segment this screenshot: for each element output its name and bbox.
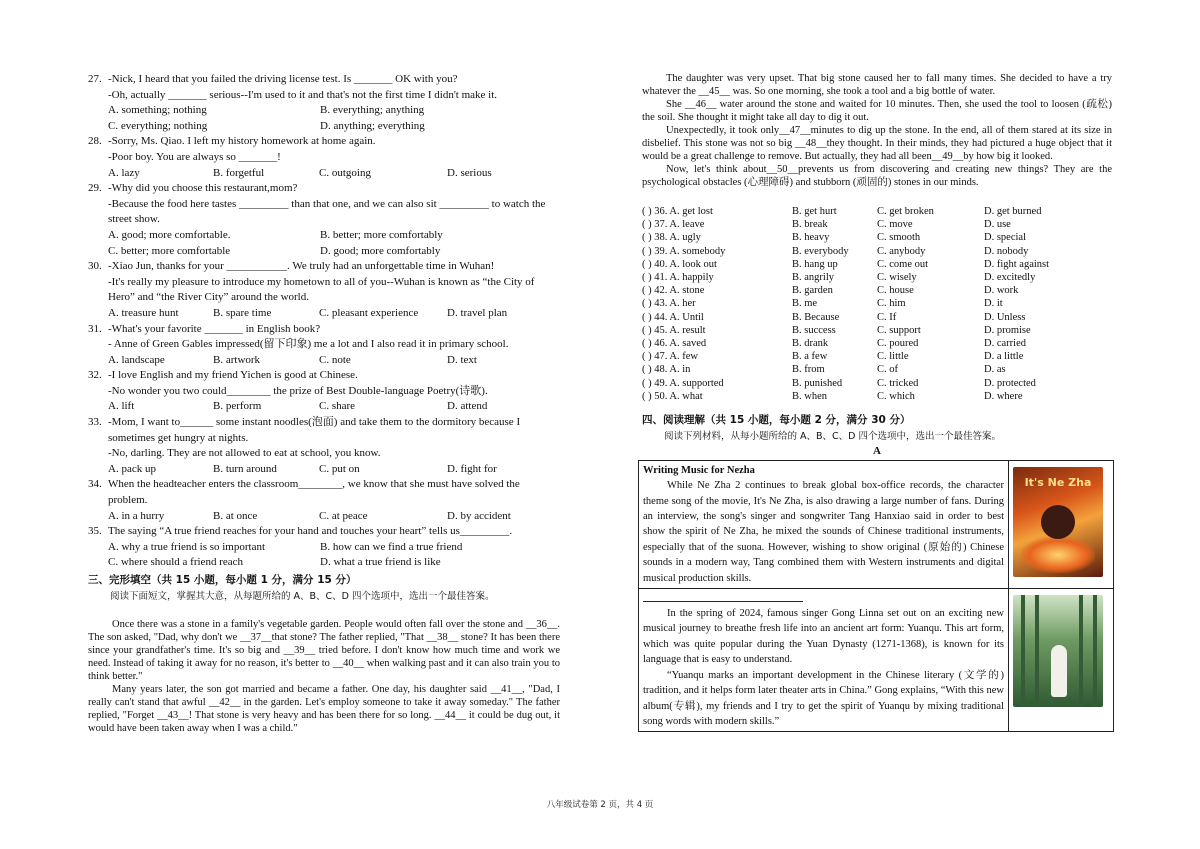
cloze-option: ( ) 41. A. happily: [642, 272, 714, 284]
box2-text-cell: [639, 589, 1009, 732]
cloze-option-row: [642, 297, 1112, 310]
cloze-option: C. wisely: [877, 272, 917, 284]
cloze-option: D. nobody: [984, 245, 1029, 257]
cloze-option: B. when: [792, 390, 827, 402]
section4-instruction: 阅读下列材料，从每小题所给的 A、B、C、D 四个选项中，选出一个最佳答案。: [664, 430, 1002, 442]
cloze-option: C. move: [877, 219, 913, 231]
cloze-option: ( ) 40. A. look out: [642, 258, 717, 270]
cloze-option: C. get broken: [877, 206, 934, 217]
passage-paragraph: Once there was a stone in a family's vegetable garden. People would often fall over the stone and __36__. The son asked, "Dad, why don't we __37__that stone? The father replied, "That __38__ stone? It has been there since your grandfather's time. It's so big and __39__ tried before. I don't know how much time and work we need. Instead of taking it away for no reason, it's better to __40__ when walking past and it can also train you to think better.": [88, 619, 560, 683]
answer-option: A. good; more comfortable.: [108, 228, 231, 241]
answer-options: [108, 540, 560, 571]
answer-option: D. attend: [447, 400, 488, 413]
section3-instruction: 阅读下面短文，掌握其大意，从每题所给的 A、B、C、D 四个选项中，选出一个最佳答案。: [110, 590, 495, 602]
answer-option: B. spare time: [213, 306, 272, 319]
cloze-option: D. promise: [984, 324, 1031, 336]
cloze-option: B. everybody: [792, 245, 849, 257]
question-line: -It's really my pleasure to introduce my hometown to all of you--Wuhan is known as “the City of Hero” and “the River City” around the world.: [108, 275, 535, 304]
cloze-option: C. smooth: [877, 232, 921, 244]
question-number: 35.: [88, 525, 102, 538]
question-number: 29.: [88, 182, 102, 195]
question-number: 28.: [88, 135, 102, 148]
cloze-option: ( ) 45. A. result: [642, 324, 706, 336]
answer-option: B. everything; anything: [320, 104, 425, 117]
answer-option: D. fight for: [447, 462, 497, 475]
question-number: 33.: [88, 416, 102, 429]
cloze-option-row: [642, 231, 1112, 244]
cloze-option: D. get burned: [984, 206, 1042, 217]
nezha-poster-image: [1013, 467, 1103, 577]
answer-option: A. lazy: [108, 166, 140, 179]
answer-option: B. artwork: [213, 353, 261, 366]
cloze-option: ( ) 46. A. saved: [642, 338, 707, 350]
right-column: [642, 72, 1112, 732]
answer-option: A. lift: [108, 400, 135, 413]
question-number: 32.: [88, 369, 102, 382]
cloze-option: ( ) 37. A. leave: [642, 219, 705, 231]
answer-options: [108, 399, 560, 415]
question-line: -Mom, I want to______ some instant noodles(泡面) and take them to the dormitory because I sometimes get hungry at nights.: [108, 416, 521, 444]
question-line: -No, darling. They are not allowed to eat at school, you know.: [108, 447, 381, 460]
box1-title: Writing Music for Nezha: [643, 464, 755, 476]
singer-figure: [1051, 645, 1067, 697]
cloze-option-row: [642, 390, 1112, 403]
answer-option: A. why a true friend is so important: [108, 540, 266, 553]
answer-option: C. everything; nothing: [108, 119, 208, 132]
answer-option: C. pleasant experience: [319, 306, 419, 319]
cloze-option: C. little: [877, 351, 909, 363]
answer-option: A. something; nothing: [108, 104, 207, 117]
cloze-option-row: [642, 205, 1112, 218]
cloze-option-row: [642, 258, 1112, 271]
cloze-passage-left: [88, 618, 560, 735]
question-line: -No wonder you two could________ the prize of Best Double-language Poetry(诗歌).: [108, 384, 488, 397]
cloze-option: C. come out: [877, 258, 929, 270]
cloze-option: D. a little: [984, 351, 1024, 363]
cloze-option: ( ) 50. A. what: [642, 390, 703, 402]
passage-paragraph: She __46__ water around the stone and waited for 10 minutes. Then, she used the tool to loosen (疏松) the soil. She thought it might take all day to dig it out.: [642, 99, 1112, 123]
cloze-option: C. house: [877, 285, 914, 297]
cloze-option: B. success: [792, 324, 836, 336]
box1-image-cell: [1009, 460, 1114, 588]
question-number: 34.: [88, 478, 102, 491]
cloze-option: ( ) 38. A. ugly: [642, 232, 701, 244]
cloze-option: ( ) 48. A. in: [642, 364, 691, 376]
answer-option: C. put on: [319, 462, 360, 475]
cloze-option: B. drank: [792, 338, 829, 350]
question-item: [88, 322, 560, 369]
cloze-option-row: [642, 350, 1112, 363]
cloze-passage-right: [642, 72, 1112, 189]
cloze-option-row: [642, 337, 1112, 350]
cloze-option: ( ) 36. A. get lost: [642, 206, 713, 217]
cloze-option: D. fight against: [984, 258, 1050, 270]
answer-option: B. better; more comfortably: [320, 228, 443, 241]
question-line: When the headteacher enters the classroom________, we know that she must have solved the problem.: [108, 478, 520, 507]
cloze-option: B. break: [792, 219, 828, 231]
answer-option: D. serious: [447, 166, 492, 179]
cloze-option: D. it: [984, 298, 1003, 310]
cloze-option: C. poured: [877, 338, 919, 350]
cloze-option: ( ) 44. A. Until: [642, 311, 704, 323]
cloze-option: D. excitedly: [984, 272, 1036, 284]
answer-option: C. better; more comfortable: [108, 244, 231, 257]
question-line: -Sorry, Ms. Qiao. I left my history homework at home again.: [108, 135, 376, 148]
question-line: The saying “A true friend reaches for your hand and touches your heart” tells us_________.: [108, 525, 513, 538]
cloze-option-row: [642, 324, 1112, 337]
question-line: - Anne of Green Gables impressed(留下印象) me a lot and I also read it in primary school.: [108, 338, 509, 351]
answer-option: A. pack up: [108, 462, 156, 475]
cloze-option: C. him: [877, 298, 906, 310]
cloze-option: B. hang up: [792, 258, 838, 270]
answer-option: C. at peace: [319, 509, 368, 522]
question-item: [88, 259, 560, 321]
cloze-option: B. from: [792, 364, 825, 376]
answer-option: D. what a true friend is like: [320, 556, 441, 569]
cloze-option: C. of: [877, 364, 898, 376]
cloze-option-row: [642, 245, 1112, 258]
question-item: [88, 72, 560, 134]
answer-option: D. text: [447, 353, 477, 366]
answer-options: [108, 353, 560, 369]
answer-option: A. landscape: [108, 353, 165, 366]
answer-options: [108, 228, 560, 259]
question-line: -Nick, I heard that you failed the driving license test. Is _______ OK with you?: [108, 73, 458, 85]
cloze-options: [642, 205, 1112, 403]
cloze-option: C. If: [877, 311, 897, 323]
cloze-option: D. carried: [984, 338, 1026, 350]
cloze-option: B. Because: [792, 311, 840, 323]
box2-paragraph-1: In the spring of 2024, famous singer Gong Linna set out on an exciting new musical journey to breathe fresh life into an ancient art form: Yuanqu. This art form, which was quite popular during the Yuan Dynasty (1271-1368), is known for its language that is easy to understand.: [643, 608, 1004, 666]
passage-paragraph: Unexpectedly, it took only__47__minutes to dig up the stone. In the end, all of them stared at its size in disbelief. This stone was not so big __48__they thought. In their minds, they had pictured a huge object that it would be a great challenge to remove. But actually, they had all been__49__by how big it looked.: [642, 125, 1112, 162]
page-footer: 八年级试卷第 2 页，共 4 页: [546, 800, 654, 810]
answer-option: B. how can we find a true friend: [320, 540, 463, 553]
cloze-option: D. as: [984, 364, 1006, 376]
question-line: -I love English and my friend Yichen is good at Chinese.: [108, 369, 358, 382]
question-item: [88, 134, 560, 181]
poster-title: It's Ne Zha: [1024, 475, 1092, 489]
answer-option: D. travel plan: [447, 306, 508, 319]
question-line: -Oh, actually _______ serious--I'm used to it and that's not the first time I didn't make it.: [108, 88, 498, 101]
passage-letter: A: [873, 445, 881, 458]
answer-options: [108, 166, 560, 182]
box2-image-cell: [1009, 589, 1114, 732]
reading-table: [638, 460, 1114, 733]
cloze-option: D. where: [984, 390, 1023, 402]
cloze-option: ( ) 39. A. somebody: [642, 245, 726, 257]
answer-option: A. treasure hunt: [108, 306, 179, 319]
cloze-option: ( ) 43. A. her: [642, 298, 696, 310]
question-line: -What's your favorite _______ in English book?: [108, 322, 321, 335]
question-line: -Xiao Jun, thanks for your ___________. We truly had an unforgettable time in Wuhan!: [108, 260, 495, 273]
answer-option: B. forgetful: [213, 166, 265, 179]
left-column: [88, 72, 560, 735]
cloze-option-row: [642, 284, 1112, 297]
question-list: [88, 72, 560, 571]
question-line: -Because the food here tastes _________ than that one, and we can also sit _________ to watch the street show.: [108, 197, 546, 226]
question-line: -Poor boy. You are always so _______!: [108, 150, 281, 163]
answer-options: [108, 462, 560, 478]
cloze-option: B. me: [792, 298, 818, 310]
cloze-option: C. tricked: [877, 377, 919, 389]
box1-text: While Ne Zha 2 continues to break global box-office records, the character theme song of the movie, It's Ne Zha, is also drawing a large number of fans. During an interview, the song's singer and songwriter Tang Hanxiao said in order to best show the spirit of Ne Zha, he mixed the sounds of Chinese traditional instruments, especially that of the suona. However, wishing to show original (原始的) Chinese sounds in a modern way, Tang combined them with Western instruments and digital musical production skills.: [643, 480, 1004, 584]
answer-option: D. anything; everything: [320, 119, 425, 132]
cloze-option: C. support: [877, 324, 921, 336]
passage-paragraph: The daughter was very upset. That big stone caused her to fall many times. She decided to have a try whatever the __45__ was. So one morning, she took a tool and a big bottle of water.: [642, 73, 1112, 97]
answer-option: C. where should a friend reach: [108, 556, 244, 569]
box1-text-cell: [639, 460, 1009, 588]
question-item: [88, 524, 560, 571]
question-number: 30.: [88, 260, 102, 273]
character-figure: [1041, 505, 1075, 539]
passage-paragraph: Now, let's think about__50__prevents us from discovering and creating new things? They are the psychological obstacles (心理障碍) and stubborn (顽固的) stones in our minds.: [642, 164, 1112, 188]
cloze-option: C. which: [877, 390, 915, 402]
cloze-option: B. get hurt: [792, 206, 837, 217]
question-line: -Why did you choose this restaurant,mom?: [108, 182, 298, 195]
bamboo-forest-image: [1013, 595, 1103, 707]
question-number: 27.: [88, 73, 102, 85]
question-item: [88, 477, 560, 524]
cloze-option: D. protected: [984, 377, 1036, 389]
cloze-option: B. angrily: [792, 272, 834, 284]
cloze-option: B. a few: [792, 351, 828, 363]
answer-options: [108, 103, 560, 134]
answer-option: D. by accident: [447, 509, 511, 522]
answer-option: C. note: [319, 353, 351, 366]
cloze-option: ( ) 47. A. few: [642, 351, 698, 363]
answer-options: [108, 306, 560, 322]
answer-option: B. perform: [213, 400, 262, 413]
passage-paragraph: Many years later, the son got married and became a father. One day, his daughter said __41__, "Dad, I really can't stand that awful __42__ in the garden. Let's employ someone to take it away someday." The father replied, "Forget __43__! That stone is very heavy and has been there for so long. __44__ it could be dug out, it would have been taken away when I was a child.": [88, 684, 560, 735]
flame-graphic: [1021, 537, 1095, 573]
box2-paragraph-2: “Yuanqu marks an important development in the Chinese literary (文学的) tradition, and it helps form later theater arts in China.” Gong explains, “With this new album(专辑), my friends and I try to get the spirit of Yuanqu by mixing traditional song words with modern skills.”: [643, 669, 1004, 727]
cloze-option: B. garden: [792, 285, 833, 297]
question-item: [88, 368, 560, 415]
answer-option: B. at once: [213, 509, 258, 522]
answer-option: B. turn around: [213, 462, 277, 475]
cloze-option: ( ) 49. A. supported: [642, 377, 724, 389]
answer-options: [108, 509, 560, 525]
cloze-option: D. use: [984, 219, 1011, 231]
cloze-option: B. punished: [792, 377, 843, 389]
question-item: [88, 181, 560, 259]
cloze-option-row: [642, 363, 1112, 376]
box2-divider: [643, 591, 803, 602]
question-number: 31.: [88, 322, 102, 335]
cloze-option-row: [642, 311, 1112, 324]
cloze-option-row: [642, 271, 1112, 284]
answer-option: D. good; more comfortably: [320, 244, 441, 257]
cloze-option: D. Unless: [984, 311, 1026, 323]
cloze-option: C. anybody: [877, 245, 926, 257]
cloze-option-row: [642, 377, 1112, 390]
answer-option: A. in a hurry: [108, 509, 165, 522]
cloze-option: B. heavy: [792, 232, 830, 244]
cloze-option: ( ) 42. A. stone: [642, 285, 705, 297]
answer-option: C. outgoing: [319, 166, 371, 179]
section3-title: 三、完形填空（共 15 小题，每小题 1 分，满分 15 分）: [88, 574, 357, 586]
section4-title: 四、阅读理解（共 15 小题，每小题 2 分，满分 30 分）: [642, 414, 911, 427]
question-item: [88, 415, 560, 477]
cloze-option: D. special: [984, 232, 1026, 244]
cloze-option: D. work: [984, 285, 1019, 297]
cloze-option-row: [642, 218, 1112, 231]
answer-option: C. share: [319, 400, 356, 413]
